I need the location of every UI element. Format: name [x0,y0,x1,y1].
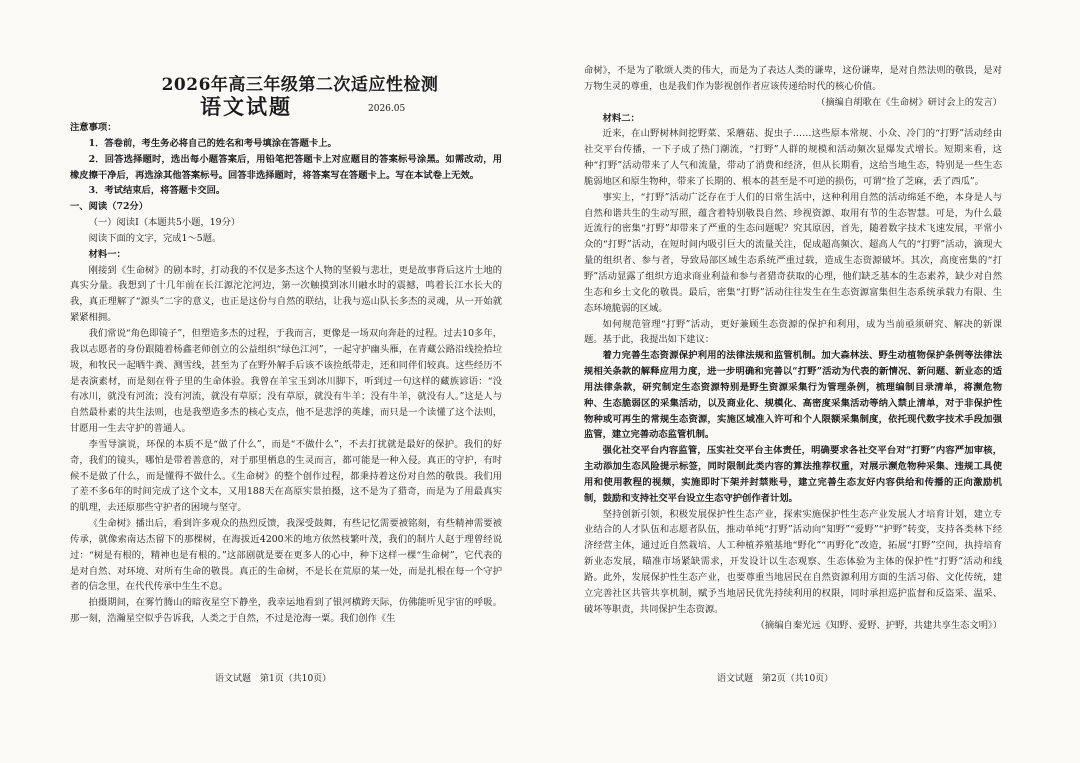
instruction: 阅读下面的文字，完成1～5题。 [88,232,222,244]
subject-title: 语文试题 [200,94,292,119]
page-footer-left: 语文试题 第1页（共10页） [215,674,332,684]
material1-source: （摘编自胡歌在《生命树》研讨会上的发言） [816,96,1002,108]
section-heading: 一、阅读（72分） [70,201,149,213]
material2-paragraph: 着力完善生态资源保护利用的法律法规和监管机制。加大森林法、野生动植物保护条例等法律法规相关条款的解释应用力度，进一步明确和完善以“打野”活动为代表的新情况、新问题、新业态的适用法律条款，研究制定生态资源特别是野生资源采集行为管理条例，梳理编制目录清单，将濒危物种、生态脆弱区的采集活动，以及商业化、规模化、高密度采集活动等纳入禁止清单，对于非保护性物种或可再生的常规生态资源，实施区域准入许可和个人限额采集制度，依托现代数字技术手段加强监管，建立完善动态监管机制。 [584,350,1002,441]
note-item: 3．考试结束后，将答题卡交回。 [88,185,226,197]
material1-paragraph: 刚接到《生命树》的剧本时，打动我的不仅是多杰这个人物的坚毅与悲壮，更是故事背后这片土地的真实分量。我想到了十几年前在长江源沱沱河边，第一次触摸到冰川融水时的震撼，鸣着长江水长大的我，真正理解了“源头”二字的意义，也正是这份与自然的联结，让我与巡山队长多杰的灵魂，从一开始就紧紧相拥。 [70,264,502,324]
exam-title: 2026年高三年级第二次适应性检测 [161,75,439,95]
material2-paragraph: 坚持创新引领，积极发展保护性生态产业，探索实施保护性生态产业发展人才培育计划，建立专业结合的人才队伍和志愿者队伍，推动单纯“打野”活动向“知野”“爱野”“护野”转变，支持各类林下经济经营主体，通过近自然栽培、人工种植养殖基地“野化”“再野化”改造，拓展“打野”空间，执持培育新业态发展，瞄准市场紧缺需求，开发设计以生态观察、生态体验为主体的保护性“打野”活动和线路。此外，发展保护性生态产业，也要尊重当地居民在自然资源利用方面的生活习俗、文化传统，建立完善社区共管共享机制，赋予当地居民优先持续利用的权限，同时承担巡护监督和反盗采、温采、破坏等职责，共同保护生态资源。 [584,508,1002,615]
material1-paragraph: 拍摄期间，在雾竹腾山的暗夜星空下静坐，我幸运地看到了银河横跨天际，仿佛能听见宇宙的呼吸。那一刻，浩瀚星空似乎告诉我，人类之于自然，不过是沧海一粟。我们创作《生 [70,597,502,625]
sub-section-heading: （一）阅读Ⅰ（本题共5小题，19分） [88,217,241,229]
note-item: 2．回答选择题时，选出每小题答案后，用铅笔把答题卡上对应题目的答案标号涂黑。如需改动，用橡皮擦干净后，再选涂其他答案标号。回答非选择题时，将答案写在答题卡上。写在本试卷上无效。 [70,153,502,181]
notes-heading: 注意事项： [70,122,117,133]
material1-continuation: 命树》，不是为了歌颂人类的伟大，而是为了表达人类的谦卑，这份谦卑，是对自然法则的敬畏，是对万物生灵的尊重，也是我们作为影视创作者应该传递给时代的核心价值。 [584,65,1002,92]
material2-source: （摘编自秦光远《知野、爱野、护野，共建共享生态文明》） [755,619,1002,631]
exam-date: 2026.05 [368,104,406,114]
note-item: 1．答卷前，考生务必将自己的姓名和考号填涂在答题卡上。 [88,137,337,149]
page-footer-right: 语文试题 第2页（共10页） [717,674,834,684]
material2-paragraph: 如何规范管理“打野”活动，更好兼顾生态资源的保护和利用，成为当前亟须研究、解决的新课题。基于此，我提出如下建议： [584,318,1002,346]
material1-label: 材料一： [88,248,126,260]
material2-paragraph: 近来，在山野树林间挖野菜、采蘑菇、捉虫子……这些原本常规、小众、冷门的“打野”活动经由社交平台传播，一下子成了热门潮流，“打野”人群的规模和活动频次显爆发式增长。短期来看，这种“打野”活动带来了人气和流量，带动了消费和经济，但从长期看，这给当地生态，特别是一些生态脆弱地区和原生物种，带来了长期的、根本的甚至是不可逆的损伤，可谓“捡了芝麻，丢了西瓜”。 [584,128,1002,187]
material2-label: 材料二： [602,112,640,124]
right-body [584,63,1002,633]
material1-paragraph: 《生命树》播出后，看到许多观众的热烈反馈，我深受鼓舞，有些记忆需要被铭刻，有些精神需要被传承，就像索南达杰留下的那棵树，在海拔近4200米的地方依然枝繁叶茂，我们的制片人赵于理曾经说过：“树是有根的，精神也是有根的。”这部剧就是要在更多人的心中，种下这样一棵“生命树”，它代表的是对自然、对环境、对所有生命的敬畏。真正的生命树，不是长在荒原的某一处，而是扎根在每一个守护者的信念里，在代代传承中生生不息。 [70,518,502,593]
material2-paragraph: 事实上，“打野”活动广泛存在于人们的日常生活中，这种利用自然的活动绵延不绝，本身是人与自然和谐共生的生动写照，蕴含着特别敬畏自然、珍视资源、取用有节的生态智慧。可是，为什么最近流行的密集“打野”却带来了严重的生态问题呢？究其原因，首先，随着数字技术飞速发展，平常小众的“打野”活动，在短时间内吸引巨大的流量关注，促成超高频次、超高人气的“打野”活动，滴现大量的组织者、参与者，导致局部区域生态系统严重过载，造成生态资源破坏。其次，高度密集的“打野”活动显露了组织方追求商业利益和参与者猎奇获取的心理，他们缺乏基本的生态素养，缺少对自然生态和乡土文化的敬畏。最后，密集“打野”活动往往发生在生态资源富集但生态系统承载力有限、生态环境脆弱的区域。 [584,191,1002,314]
material1-paragraph: 李雪导演说，环保的本质不是“做了什么”，而是“不做什么”，不去打扰就是最好的保护。我们的好奇，我们的镜头，哪怕是带着善意的，对于那里栖息的生灵而言，都可能是一种入侵。真正的守护，有时候不是做了什么，而是懂得不做什么。《生命树》的整个创作过程，都秉持着这份对自然的敬畏。我们用了差不多6年的时间完成了这个文本，又用188天在高原实景拍摄，这不是为了猎奇，而是为了用最真实的肌理，去还原那些守护者的困境与坚守。 [70,438,502,514]
material2-paragraph: 强化社交平台内容监管，压实社交平台主体责任，明确要求各社交平台对“打野”内容严加审核，主动添加生态风险提示标签，同时限制此类内容的算法推荐权重，对展示濒危物种采集、违规工具使用和使用教程的视频，实施即时下架并封禁账号，建立完善生态友好内容供给和传播的正向激励机制，鼓励和支持社交平台设立生态守护创作者计划。 [584,445,1002,504]
material1-paragraph: 我们常说“角色即镜子”，但塑造多杰的过程，于我而言，更像是一场双向奔赴的过程。过去10多年，我以志愿者的身份跟随着杨鑫老师创立的公益组织“绿色江河”，一起守护幽头雁，在青藏公路沿线捡拾垃圾，和牧民一起晒牛粪、测雪线，甚至为了在野外解手后该不该捡纸带走，还和同伴们较真。这些经历不是表演素材，而是刻在骨子里的生命体验。我曾在羊宝玉到冰川脚下，听到过一句这样的藏族谚语：“没有冰川，就没有河流；没有河流，就没有草原；没有草原，就没有牛羊；没有牛羊，就没有人。”这是人与自然最朴素的共生法则，也是我塑造多杰的核心支点，他不是悲浮的英雄，而只是一个读懂了这个法则，甘愿用一生去守护的普通人。 [70,327,502,435]
left-body [70,120,502,627]
